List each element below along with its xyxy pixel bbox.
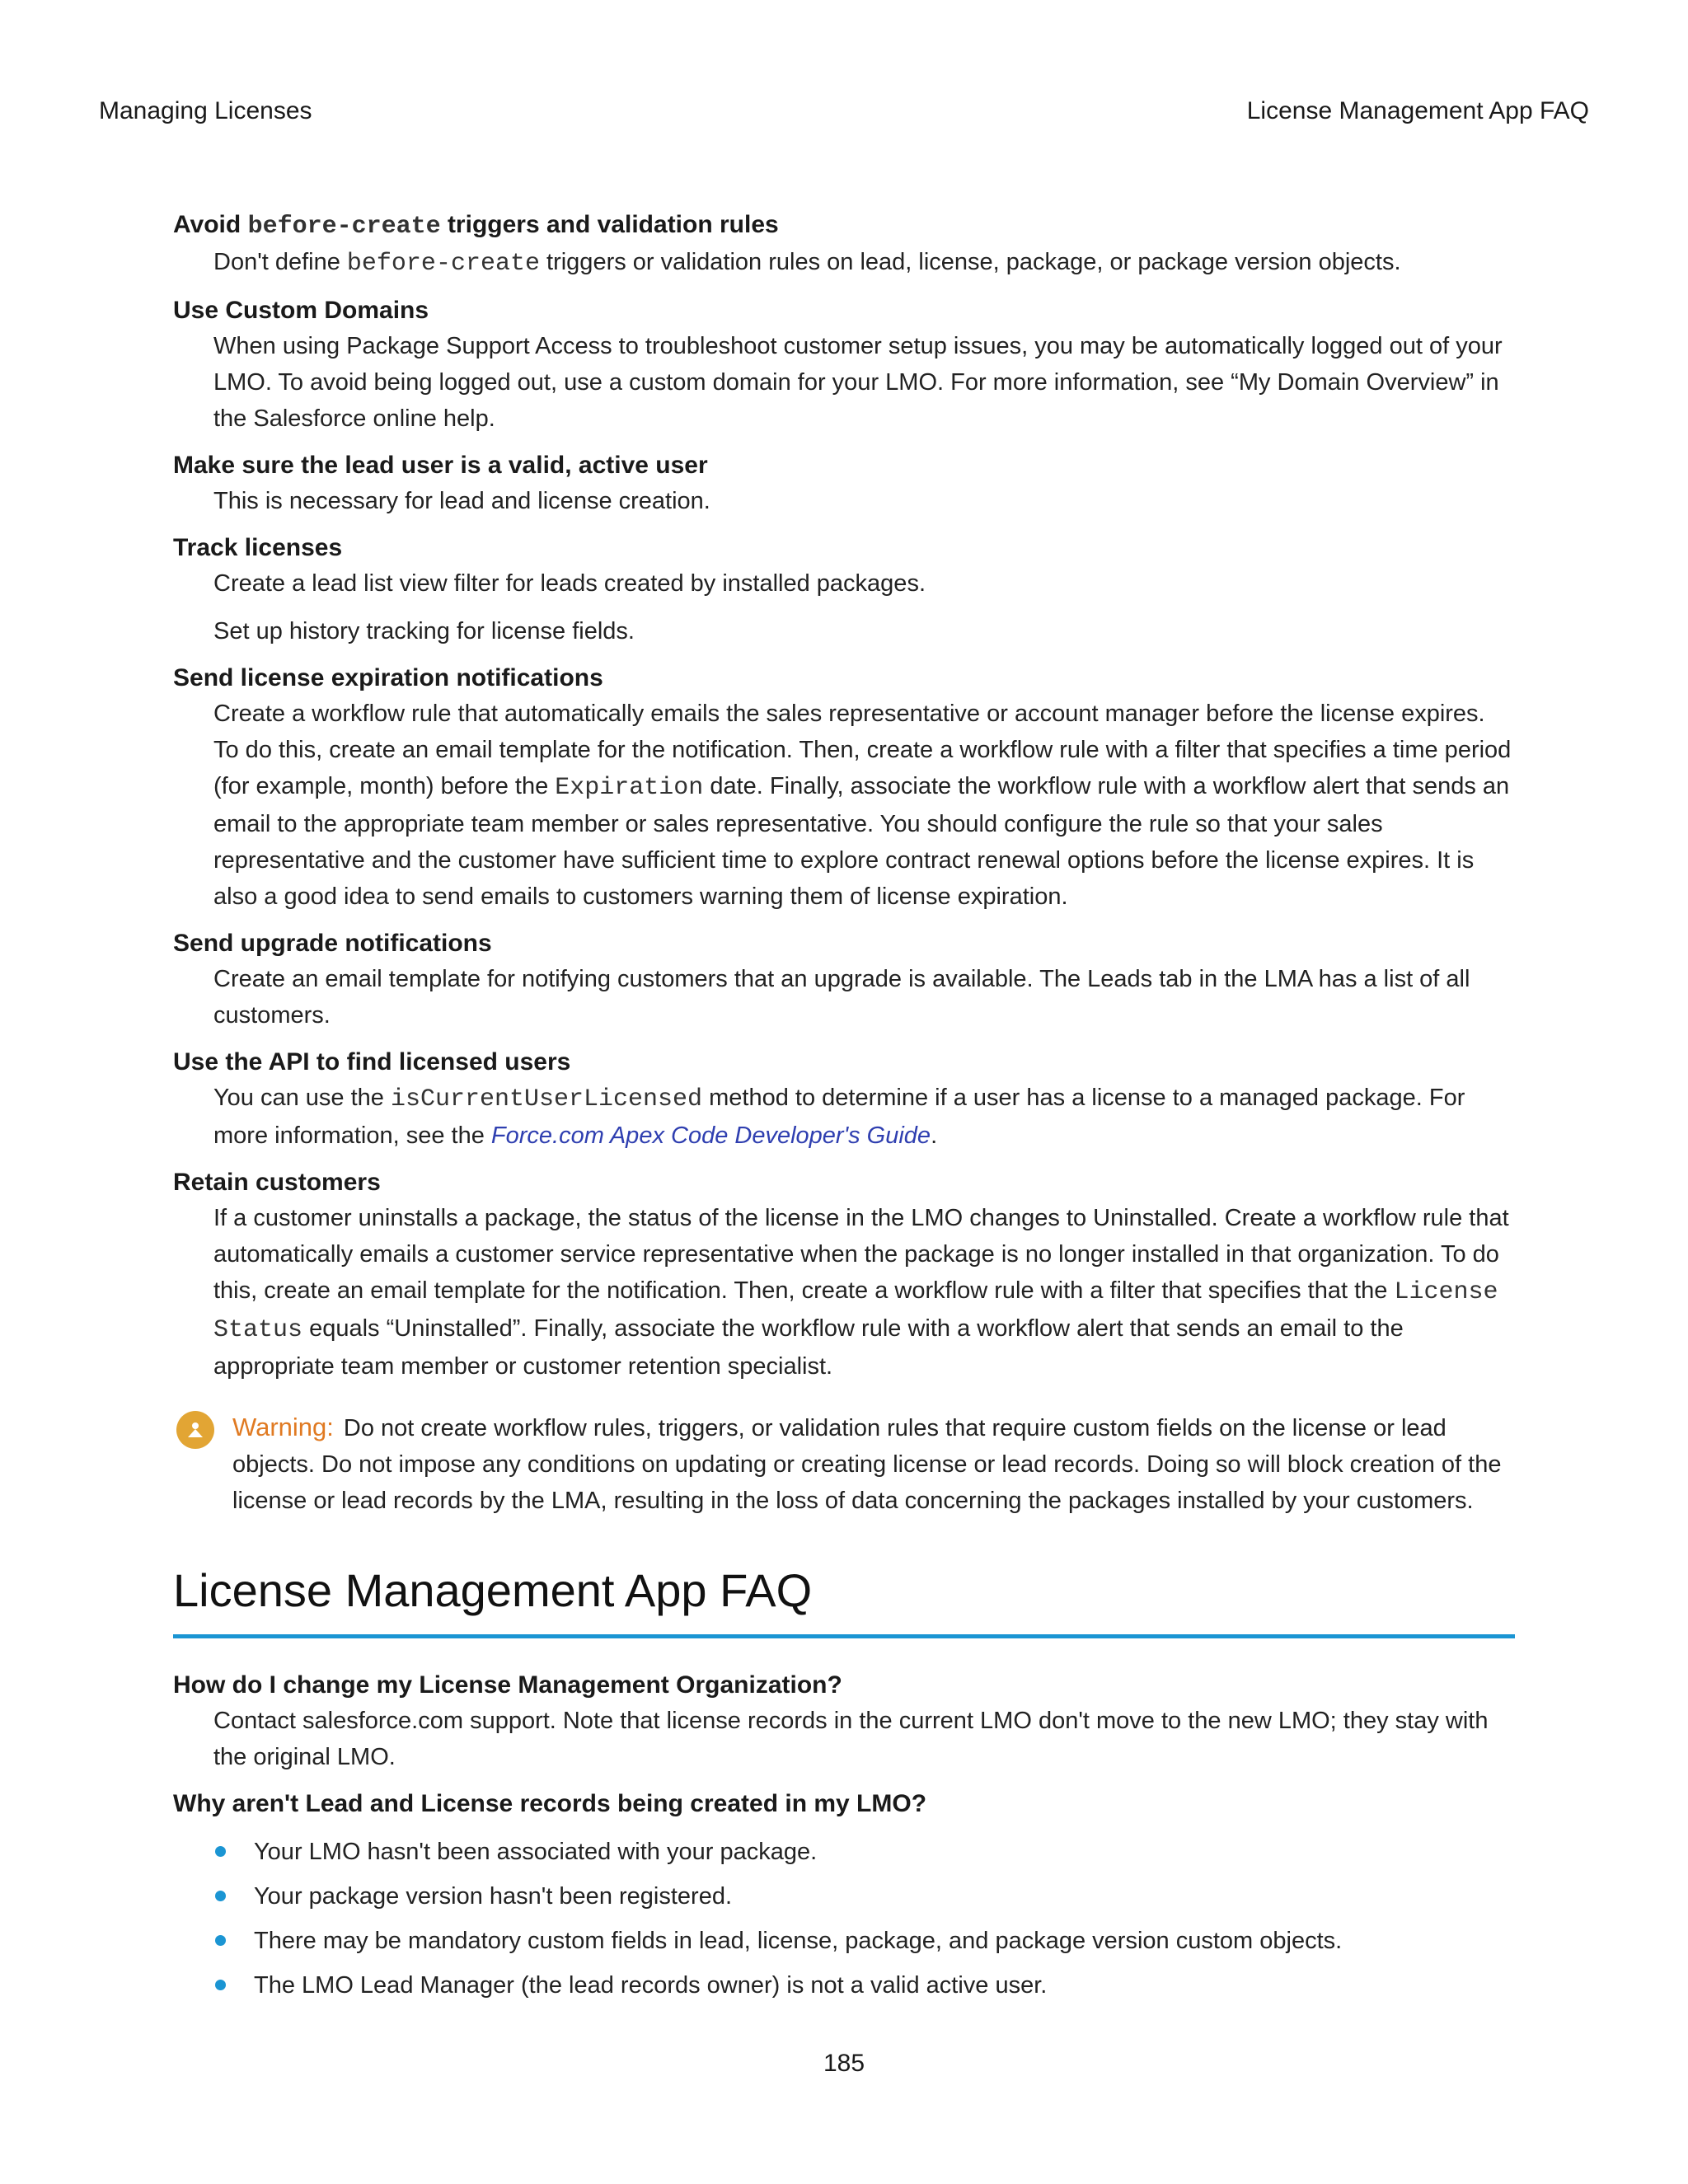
term-retain-customers: Retain customers	[173, 1169, 381, 1196]
warning-callout	[173, 1409, 1515, 1519]
code-is-current-user-licensed: isCurrentUserLicensed	[391, 1085, 703, 1113]
section-divider	[173, 1634, 1515, 1638]
running-header-left: Managing Licenses	[99, 97, 312, 124]
page-number: 185	[823, 2050, 865, 2077]
section-title-faq: License Management App FAQ	[173, 1564, 813, 1616]
term-custom-domains: Use Custom Domains	[173, 297, 429, 324]
apex-guide-link[interactable]: Force.com Apex Code Developer's Guide	[490, 1122, 931, 1149]
faq-reasons-list	[213, 1830, 1515, 2008]
desc-retain-customers: If a customer uninstalls a package, the status of the license in the LMO changes to Uninstalled. Create a workflow rule that automatically emails a customer service representative when the package is no longer installed in that organization. To do this, create an email template for the notification. Then, create a workflow rule with a filter that specifies that the License Status equals “Uninstalled”. Finally, associate the workflow rule with a workflow alert that sends an email to the appropriate team member or customer retention specialist.	[213, 1205, 1509, 1380]
faq-question-change-lmo: How do I change my License Management Organization?	[173, 1671, 842, 1699]
term-track-licenses: Track licenses	[173, 534, 343, 561]
term-avoid-triggers: Avoid before-create triggers and validation rules	[173, 211, 779, 241]
list-item: Your LMO hasn't been associated with your package.	[213, 1830, 1515, 1874]
desc-custom-domains: When using Package Support Access to troubleshoot customer setup issues, you may be automatically logged out of your LMO. To avoid being logged out, use a custom domain for your LMO. For more information, see “My Domain Overview” in the Salesforce online help.	[213, 333, 1503, 432]
term-api-licensed-users: Use the API to find licensed users	[173, 1048, 571, 1076]
code-before-create: before-create	[247, 213, 441, 241]
running-header-right: License Management App FAQ	[1246, 97, 1589, 124]
desc-avoid-triggers: Don't define before-create triggers or validation rules on lead, license, package, or package version objects.	[213, 249, 1401, 278]
list-item: Your package version hasn't been registered.	[213, 1874, 1515, 1919]
desc-upgrade-notifications: Create an email template for notifying customers that an upgrade is available. The Leads tab in the LMA has a list of all customers.	[213, 966, 1470, 1029]
term-lead-user: Make sure the lead user is a valid, active user	[173, 452, 708, 479]
warning-label: Warning:	[232, 1413, 334, 1441]
page-content	[173, 208, 1515, 2008]
desc-expiration-notifications: Create a workflow rule that automatically emails the sales representative or account manager before the license expires. To do this, create an email template for the notification. Then, create a workflow rule with a filter that specifies a time period (for example, month) before the Expiration date. Finally, associate the workflow rule with a workflow alert that sends an email to the appropriate team member or sales representative. You should configure the rule so that your sales representative and the customer have sufficient time to explore contract renewal options before the license expires. It is also a good idea to send emails to customers warning them of license expiration.	[213, 701, 1512, 910]
desc-track-licenses: Create a lead list view filter for leads created by installed packages. Set up history tracking for license fields.	[213, 570, 926, 644]
list-item: The LMO Lead Manager (the lead records owner) is not a valid active user.	[213, 1963, 1515, 2008]
code-before-create: before-create	[346, 250, 540, 278]
term-expiration-notifications: Send license expiration notifications	[173, 664, 603, 691]
list-item: There may be mandatory custom fields in lead, license, package, and package version custom objects.	[213, 1919, 1515, 1963]
desc-api-licensed-users: You can use the isCurrentUserLicensed method to determine if a user has a license to a managed package. For more information, see the Force.com Apex Code Developer's Guide.	[213, 1085, 1465, 1149]
warning-icon	[176, 1411, 214, 1449]
term-upgrade-notifications: Send upgrade notifications	[173, 930, 492, 957]
faq-question-records-not-created: Why aren't Lead and License records being created in my LMO?	[173, 1790, 927, 1817]
code-expiration: Expiration	[555, 774, 704, 802]
code-license-status: License Status	[213, 1278, 1498, 1344]
desc-lead-user: This is necessary for lead and license creation.	[213, 488, 710, 514]
faq-answer-change-lmo: Contact salesforce.com support. Note that license records in the current LMO don't move to the new LMO; they stay with the original LMO.	[213, 1708, 1489, 1770]
warning-text: Do not create workflow rules, triggers, or validation rules that require custom fields on the license or lead objects. Do not impose any conditions on updating or creating license or lead records. Doing so will block creation of the license or lead records by the LMA, resulting in the loss of data concerning the packages installed by your customers.	[232, 1415, 1502, 1514]
